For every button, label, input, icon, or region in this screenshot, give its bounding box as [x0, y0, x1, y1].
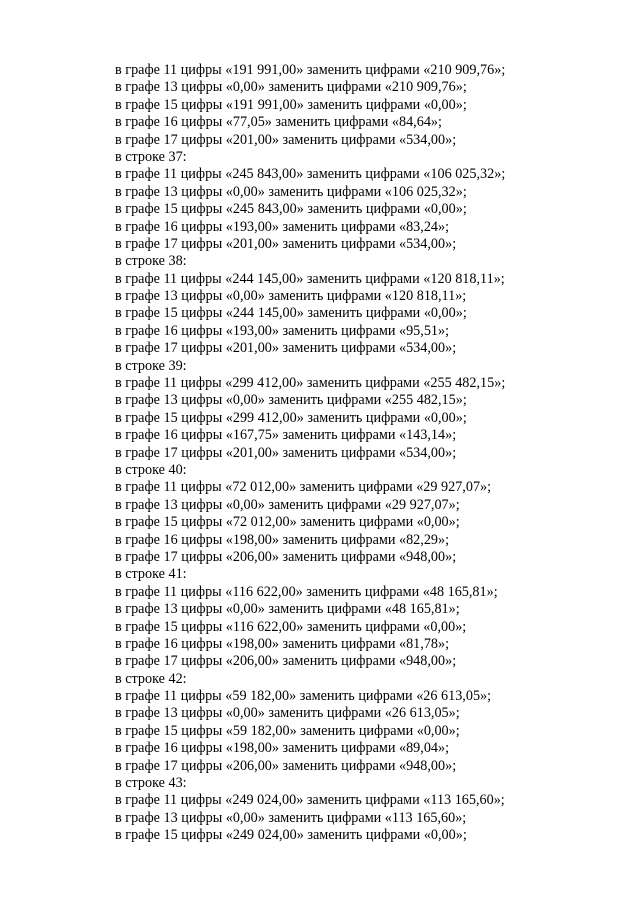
amendment-line: в графе 13 цифры «0,00» заменить цифрами «26 613,05»; [115, 705, 460, 722]
amendment-line: в графе 11 цифры «244 145,00» заменить цифрами «120 818,11»; [115, 270, 505, 287]
amendment-line: в графе 11 цифры «249 024,00» заменить цифрами «113 165,60»; [115, 792, 505, 809]
row-heading-line: в строке 43: [115, 775, 187, 792]
amendment-line: в графе 15 цифры «244 145,00» заменить цифрами «0,00»; [115, 305, 467, 322]
amendment-line: в графе 11 цифры «59 182,00» заменить цифрами «26 613,05»; [115, 688, 492, 705]
amendment-line: в графе 16 цифры «193,00» заменить цифрами «95,51»; [115, 322, 450, 339]
amendment-line: в графе 16 цифры «198,00» заменить цифрами «82,29»; [115, 531, 450, 548]
amendment-line: в графе 17 цифры «201,00» заменить цифрами «534,00»; [115, 131, 457, 148]
amendment-line: в графе 16 цифры «193,00» заменить цифрами «83,24»; [115, 218, 450, 235]
amendment-line: в графе 15 цифры «116 622,00» заменить цифрами «0,00»; [115, 618, 467, 635]
amendment-line: в графе 16 цифры «198,00» заменить цифрами «89,04»; [115, 740, 450, 757]
amendment-line: в графе 11 цифры «299 412,00» заменить цифрами «255 482,15»; [115, 375, 506, 392]
amendment-line: в графе 13 цифры «0,00» заменить цифрами «48 165,81»; [115, 601, 460, 618]
row-heading-line: в строке 41: [115, 566, 187, 583]
amendment-line: в графе 11 цифры «116 622,00» заменить цифрами «48 165,81»; [115, 583, 498, 600]
amendment-line: в графе 16 цифры «77,05» заменить цифрами «84,64»; [115, 114, 442, 131]
amendment-line: в графе 17 цифры «206,00» заменить цифрами «948,00»; [115, 548, 457, 565]
amendment-line: в графе 16 цифры «198,00» заменить цифрами «81,78»; [115, 635, 450, 652]
row-heading-line: в строке 40: [115, 461, 187, 478]
amendment-line: в графе 13 цифры «0,00» заменить цифрами «210 909,76»; [115, 79, 467, 96]
row-heading-line: в строке 38: [115, 253, 187, 270]
amendment-line: в графе 13 цифры «0,00» заменить цифрами «255 482,15»; [115, 392, 467, 409]
amendment-line: в графе 16 цифры «167,75» заменить цифрами «143,14»; [115, 427, 457, 444]
amendment-line: в графе 17 цифры «206,00» заменить цифрами «948,00»; [115, 757, 457, 774]
amendment-line: в графе 17 цифры «201,00» заменить цифрами «534,00»; [115, 340, 457, 357]
amendment-line: в графе 13 цифры «0,00» заменить цифрами «113 165,60»; [115, 809, 467, 826]
row-heading-line: в строке 39: [115, 357, 187, 374]
amendment-line: в графе 13 цифры «0,00» заменить цифрами «29 927,07»; [115, 496, 460, 513]
amendment-line: в графе 15 цифры «59 182,00» заменить цифрами «0,00»; [115, 722, 460, 739]
amendment-line: в графе 15 цифры «245 843,00» заменить цифрами «0,00»; [115, 201, 467, 218]
row-heading-line: в строке 37: [115, 148, 187, 165]
amendment-line: в графе 11 цифры «72 012,00» заменить цифрами «29 927,07»; [115, 479, 492, 496]
row-heading-line: в строке 42: [115, 670, 187, 687]
amendment-line: в графе 13 цифры «0,00» заменить цифрами «106 025,32»; [115, 183, 467, 200]
amendment-line: в графе 11 цифры «191 991,00» заменить цифрами «210 909,76»; [115, 62, 506, 78]
amendment-line: в графе 15 цифры «191 991,00» заменить цифрами «0,00»; [115, 96, 467, 113]
amendment-line: в графе 13 цифры «0,00» заменить цифрами «120 818,11»; [115, 288, 467, 305]
amendment-line: в графе 15 цифры «72 012,00» заменить цифрами «0,00»; [115, 514, 460, 531]
amendment-line: в графе 11 цифры «245 843,00» заменить цифрами «106 025,32»; [115, 166, 506, 183]
amendment-line: в графе 17 цифры «206,00» заменить цифрами «948,00»; [115, 653, 457, 670]
amendment-line: в графе 17 цифры «201,00» заменить цифрами «534,00»; [115, 444, 457, 461]
amendment-line: в графе 15 цифры «249 024,00» заменить цифрами «0,00»; [115, 827, 467, 844]
amendment-line: в графе 17 цифры «201,00» заменить цифрами «534,00»; [115, 235, 457, 252]
document-body [115, 62, 615, 845]
amendment-line: в графе 15 цифры «299 412,00» заменить цифрами «0,00»; [115, 409, 467, 426]
